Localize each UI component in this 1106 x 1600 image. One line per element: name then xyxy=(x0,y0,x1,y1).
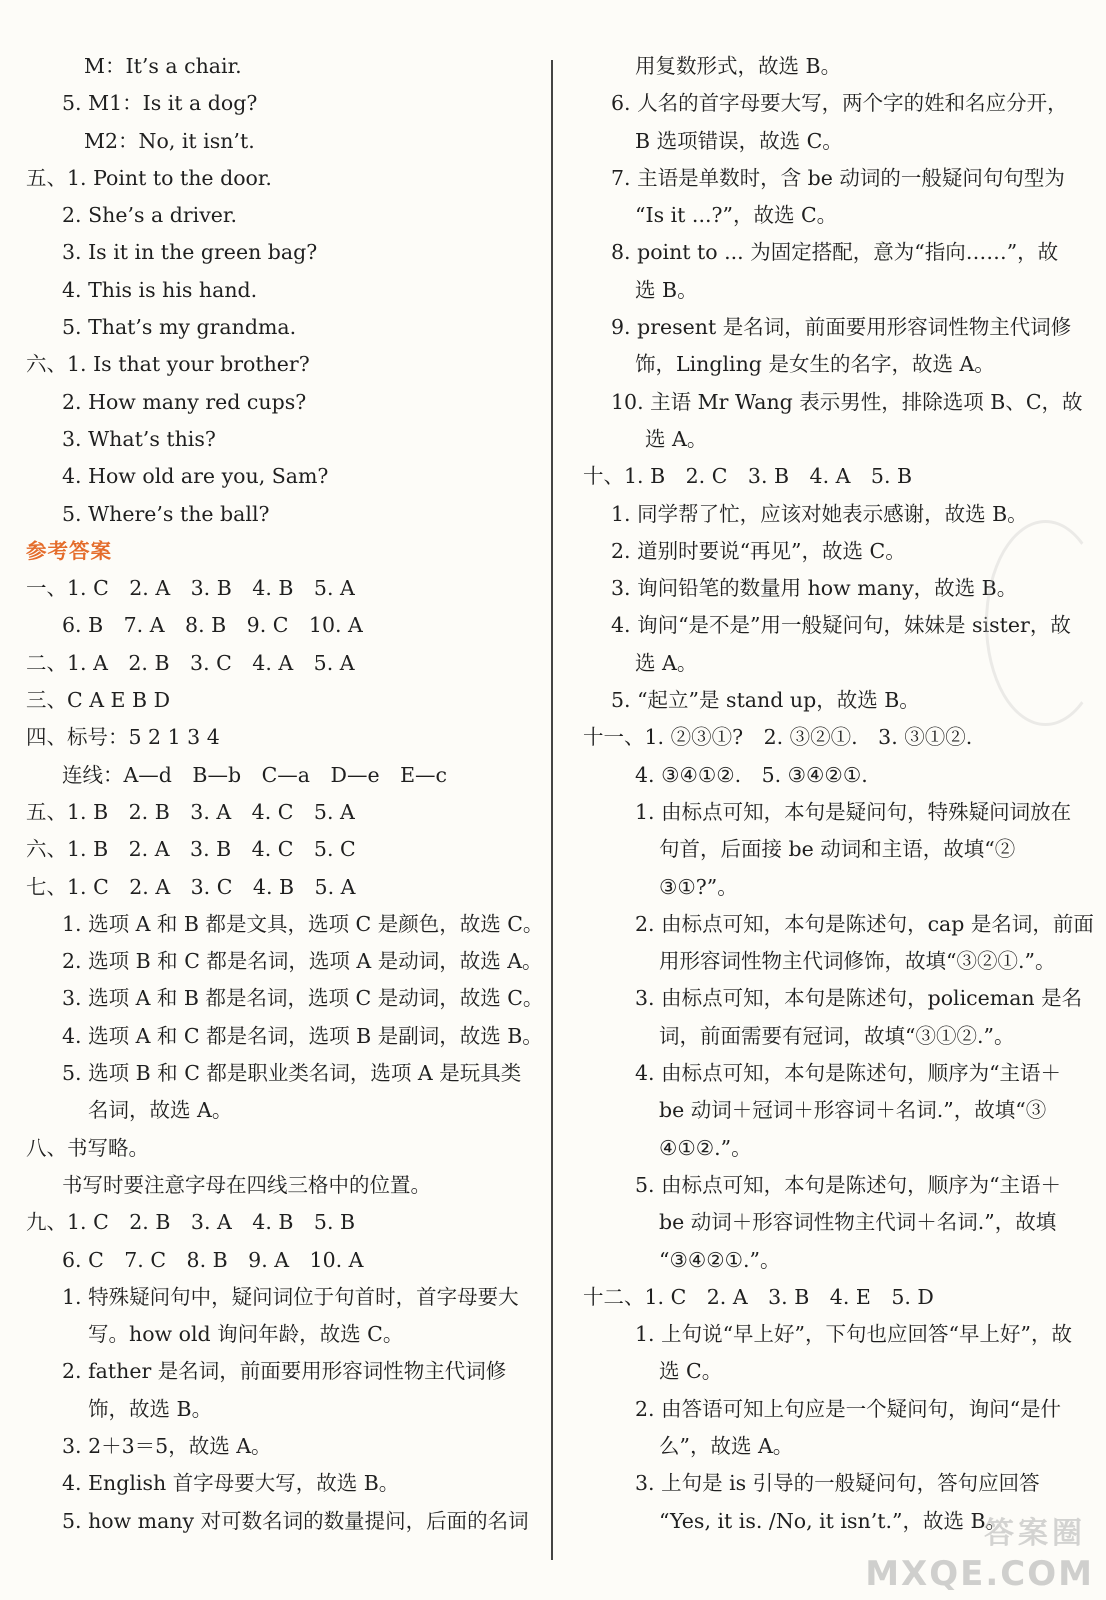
answer-line: M2：No, it isn’t. xyxy=(84,128,255,153)
answer-line: ④①②.”。 xyxy=(659,1135,752,1160)
answer-line: 8. point to ... 为固定搭配，意为“指向……”，故 xyxy=(611,240,1059,265)
answer-line: M：It’s a chair. xyxy=(84,54,242,78)
answer-line: 6. 人名的首字母要大写，两个字的姓和名应分开， xyxy=(611,91,1068,116)
answer-line: 3. 2＋3＝5，故选 A。 xyxy=(62,1433,272,1458)
column-divider xyxy=(551,60,553,1560)
answer-line: 1. 特殊疑问句中，疑问词位于句首时，首字母要大 xyxy=(62,1284,519,1309)
answer-line: 10. 主语 Mr Wang 表示男性，排除选项 B、C，故 xyxy=(611,389,1083,414)
answer-line: 用形容词性物主代词修饰，故填“③②①.”。 xyxy=(659,949,1056,974)
answer-line: 1. 上句说“早上好”，下句也应回答“早上好”，故 xyxy=(635,1322,1072,1347)
answer-line: 5. 选项 B 和 C 都是职业类名词，选项 A 是玩具类 xyxy=(62,1061,522,1086)
answer-line: 4. ③④①②. 5. ③④②①. xyxy=(635,762,868,787)
answer-line: “Yes, it is. /No, it isn’t.”，故选 B。 xyxy=(659,1508,1007,1533)
decorative-swirl xyxy=(985,520,1106,726)
answer-line: 3. What’s this? xyxy=(62,426,216,451)
answer-line: 4. This is his hand. xyxy=(62,277,258,302)
answer-line: 十一、1. ②③①? 2. ③②①. 3. ③①②. xyxy=(583,725,973,750)
answer-line: 词，前面需要有冠词，故填“③①②.”。 xyxy=(659,1023,1015,1048)
answer-line: 2. How many red cups? xyxy=(62,389,307,414)
answer-line: 5. M1：Is it a dog? xyxy=(62,91,258,116)
answer-line: 4. 由标点可知，本句是陈述句，顺序为“主语＋ xyxy=(635,1061,1062,1086)
answer-line: 选 C。 xyxy=(659,1359,723,1384)
answer-line: 2. 由标点可知，本句是陈述句，cap 是名词，前面 xyxy=(635,911,1094,936)
answer-line: 二、1. A 2. B 3. C 4. A 5. A xyxy=(26,650,355,675)
answer-line: 十二、1. C 2. A 3. B 4. E 5. D xyxy=(583,1284,934,1309)
answer-line: be 动词＋冠词＋形容词＋名词.”，故填“③ xyxy=(659,1098,1047,1123)
answer-line: 7. 主语是单数时，含 be 动词的一般疑问句句型为 xyxy=(611,165,1065,190)
section-heading: 参考答案 xyxy=(26,538,112,563)
answer-line: “Is it ...?”，故选 C。 xyxy=(635,203,838,228)
answer-line: 2. father 是名词，前面要用形容词性物主代词修 xyxy=(62,1359,507,1384)
answer-line: 4. How old are you, Sam? xyxy=(62,464,329,489)
answer-line: 9. present 是名词，前面要用形容词性物主代词修 xyxy=(611,315,1072,340)
answer-line: 2. 道别时要说“再见”，故选 C。 xyxy=(611,538,906,563)
answer-line: 写。how old 询问年龄，故选 C。 xyxy=(88,1322,404,1347)
answer-line: 3. 由标点可知，本句是陈述句，policeman 是名 xyxy=(635,986,1083,1011)
answer-line: 6. B 7. A 8. B 9. C 10. A xyxy=(62,613,363,638)
right-column xyxy=(583,48,1094,1540)
answer-line: “③④②①.”。 xyxy=(659,1247,781,1272)
answer-line: ③①?”。 xyxy=(659,874,738,899)
answer-line: be 动词＋形容词性物主代词＋名词.”，故填 xyxy=(659,1210,1057,1235)
answer-line: 选 B。 xyxy=(635,277,698,302)
answer-line: 用复数形式，故选 B。 xyxy=(635,54,842,78)
answer-line: 5. how many 对可数名词的数量提问，后面的名词 xyxy=(62,1508,529,1533)
answer-line: 饰，Lingling 是女生的名字，故选 A。 xyxy=(635,352,995,377)
answer-line: 六、1. Is that your brother? xyxy=(26,352,310,377)
answer-line: 句首，后面接 be 动词和主语，故填“② xyxy=(659,837,1016,862)
answer-line: 么”，故选 A。 xyxy=(659,1433,794,1458)
answer-line: 3. Is it in the green bag? xyxy=(62,240,318,265)
answer-line: 3. 选项 A 和 B 都是名词，选项 C 是动词，故选 C。 xyxy=(62,986,544,1011)
answer-line: 1. 由标点可知，本句是疑问句，特殊疑问词放在 xyxy=(635,799,1072,824)
watermark-url: MXQE.COM xyxy=(865,1554,1094,1594)
answer-line: 5. 由标点可知，本句是陈述句，顺序为“主语＋ xyxy=(635,1172,1062,1197)
answer-line: 九、1. C 2. B 3. A 4. B 5. B xyxy=(26,1210,356,1235)
answer-line: 选 A。 xyxy=(635,650,698,675)
answer-line: 六、1. B 2. A 3. B 4. C 5. C xyxy=(26,837,356,862)
answer-line: 2. 由答语可知上句应是一个疑问句，询问“是什 xyxy=(635,1396,1062,1421)
answer-line: 选 A。 xyxy=(645,426,708,451)
answer-line: 1. 选项 A 和 B 都是文具，选项 C 是颜色，故选 C。 xyxy=(62,911,544,936)
answer-line: 3. 上句是 is 引导的一般疑问句，答句应回答 xyxy=(635,1471,1040,1496)
answer-line: 4. 选项 A 和 C 都是名词，选项 B 是副词，故选 B。 xyxy=(62,1023,543,1048)
answer-line: 一、1. C 2. A 3. B 4. B 5. A xyxy=(26,576,355,601)
answer-line: 四、标号：5 2 1 3 4 xyxy=(26,725,220,750)
answer-line: 5. Where’s the ball? xyxy=(62,501,270,526)
answer-line: 2. She’s a driver. xyxy=(62,203,238,228)
answer-line: 4. English 首字母要大写，故选 B。 xyxy=(62,1471,400,1496)
answer-line: 十、1. B 2. C 3. B 4. A 5. B xyxy=(583,464,913,489)
answer-line: 3. 询问铅笔的数量用 how many，故选 B。 xyxy=(611,576,1018,601)
answer-line: 饰，故选 B。 xyxy=(88,1396,213,1421)
answer-line: 书写时要注意字母在四线三格中的位置。 xyxy=(62,1172,431,1197)
answer-line: 五、1. Point to the door. xyxy=(26,165,272,190)
answer-line: 5. “起立”是 stand up，故选 B。 xyxy=(611,688,920,713)
answer-line: B 选项错误，故选 C。 xyxy=(635,128,843,153)
answer-line: 名词，故选 A。 xyxy=(88,1098,233,1123)
answer-line: 五、1. B 2. B 3. A 4. C 5. A xyxy=(26,799,355,824)
left-column xyxy=(26,48,546,1540)
answer-line: 1. 同学帮了忙，应该对她表示感谢，故选 B。 xyxy=(611,501,1028,526)
answer-line: 4. 询问“是不是”用一般疑问句，妹妹是 sister，故 xyxy=(611,613,1071,638)
answer-line: 连线：A—d B—b C—a D—e E—c xyxy=(62,762,448,787)
watermark-logo-text: 答案圈 xyxy=(984,1516,1086,1551)
answer-line: 5. That’s my grandma. xyxy=(62,315,297,340)
answer-line: 三、C A E B D xyxy=(26,688,171,713)
answer-line: 八、书写略。 xyxy=(26,1135,149,1160)
answer-line: 2. 选项 B 和 C 都是名词，选项 A 是动词，故选 A。 xyxy=(62,949,543,974)
answer-line: 七、1. C 2. A 3. C 4. B 5. A xyxy=(26,874,356,899)
answer-line: 6. C 7. C 8. B 9. A 10. A xyxy=(62,1247,364,1272)
